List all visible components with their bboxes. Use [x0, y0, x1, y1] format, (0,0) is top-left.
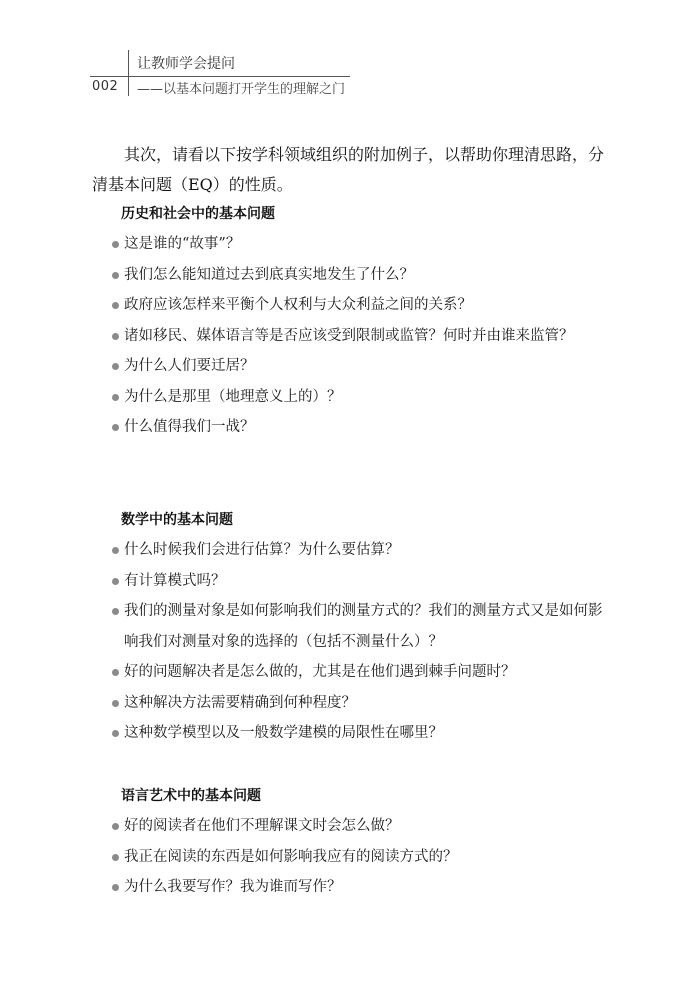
bullet-dot-icon — [112, 608, 119, 615]
bullet-dot-icon — [112, 700, 119, 707]
list-item — [92, 811, 612, 842]
bullet-dot-icon — [112, 578, 119, 585]
bullet-dot-icon — [112, 730, 119, 737]
list-item — [92, 535, 612, 566]
list-item-text: 有计算模式吗？ — [124, 572, 226, 589]
list-item-text: 诸如移民、媒体语言等是否应该受到限制或监管？何时并由谁来监管？ — [124, 327, 574, 344]
section-heading: 语言艺术中的基本问题 — [121, 788, 261, 804]
intro-paragraph: 其次，请看以下按学科领域组织的附加例子，以帮助你理清思路，分清基本问题（EQ）的性质。 — [92, 145, 605, 194]
list-item-text: 政府应该怎样来平衡个人权利与大众利益之间的关系？ — [124, 297, 472, 313]
bullet-dot-icon — [112, 854, 119, 861]
bullet-dot-icon — [112, 333, 119, 340]
question-list — [92, 535, 612, 749]
list-item-text: 这种数学模型以及一般数学建模的局限性在哪里？ — [124, 725, 443, 741]
list-item-text: 这种解决方法需要精确到何种程度？ — [124, 694, 356, 711]
list-item — [92, 412, 612, 443]
list-item-text: 我正在阅读的东西是如何影响我应有的阅读方式的？ — [124, 848, 458, 865]
list-item-text: 好的问题解决者是怎么做的，尤其是在他们遇到棘手问题时？ — [124, 664, 516, 680]
list-item — [92, 657, 612, 688]
section-history-society — [92, 203, 612, 443]
bullet-dot-icon — [112, 272, 119, 279]
section-heading: 历史和社会中的基本问题 — [121, 206, 275, 222]
list-item-text: 好的阅读者在他们不理解课文时会怎么做？ — [124, 818, 400, 834]
list-item — [92, 260, 612, 291]
list-item-text: 什么值得我们一战？ — [124, 419, 255, 435]
section-language-arts — [92, 785, 612, 903]
question-list — [92, 229, 612, 443]
list-item-text: 什么时候我们会进行估算？为什么要估算？ — [124, 542, 400, 558]
book-title: 让教师学会提问 — [137, 56, 235, 72]
list-item — [92, 351, 612, 382]
list-item — [92, 842, 612, 873]
list-item-text: 为什么人们要迁居？ — [124, 358, 255, 374]
list-item — [92, 382, 612, 413]
bullet-dot-icon — [112, 547, 119, 554]
list-item-text: 这是谁的“故事”？ — [124, 236, 241, 252]
list-item — [92, 718, 612, 749]
intro-block — [92, 140, 612, 200]
section-mathematics — [92, 509, 612, 749]
list-item-text: 为什么是那里（地理意义上的）？ — [124, 388, 342, 405]
list-item — [92, 321, 612, 352]
list-item — [92, 688, 612, 719]
bullet-dot-icon — [112, 424, 119, 431]
list-item — [92, 229, 612, 260]
bullet-dot-icon — [112, 241, 119, 248]
bullet-dot-icon — [112, 823, 119, 830]
bullet-dot-icon — [112, 394, 119, 401]
header-vertical-divider — [128, 50, 129, 96]
bullet-dot-icon — [112, 884, 119, 891]
running-header — [0, 0, 700, 100]
list-item — [92, 290, 612, 321]
bullet-dot-icon — [112, 363, 119, 370]
list-item-text: 我们怎么能知道过去到底真实地发生了什么？ — [124, 266, 414, 283]
list-item-text: 为什么我要写作？我为谁而写作？ — [124, 879, 342, 895]
section-heading: 数学中的基本问题 — [121, 512, 233, 528]
header-horizontal-rule — [90, 76, 350, 77]
bullet-dot-icon — [112, 302, 119, 309]
bullet-dot-icon — [112, 669, 119, 676]
list-item — [92, 596, 612, 657]
list-item — [92, 566, 612, 597]
book-subtitle: ——以基本问题打开学生的理解之门 — [137, 82, 346, 97]
page-number: 002 — [92, 79, 119, 94]
list-item-text: 我们的测量对象是如何影响我们的测量方式的？我们的测量方式又是如何影响我们对测量对象的选择的（包括不测量什么）？ — [124, 603, 603, 650]
list-item — [92, 872, 612, 903]
question-list — [92, 811, 612, 903]
